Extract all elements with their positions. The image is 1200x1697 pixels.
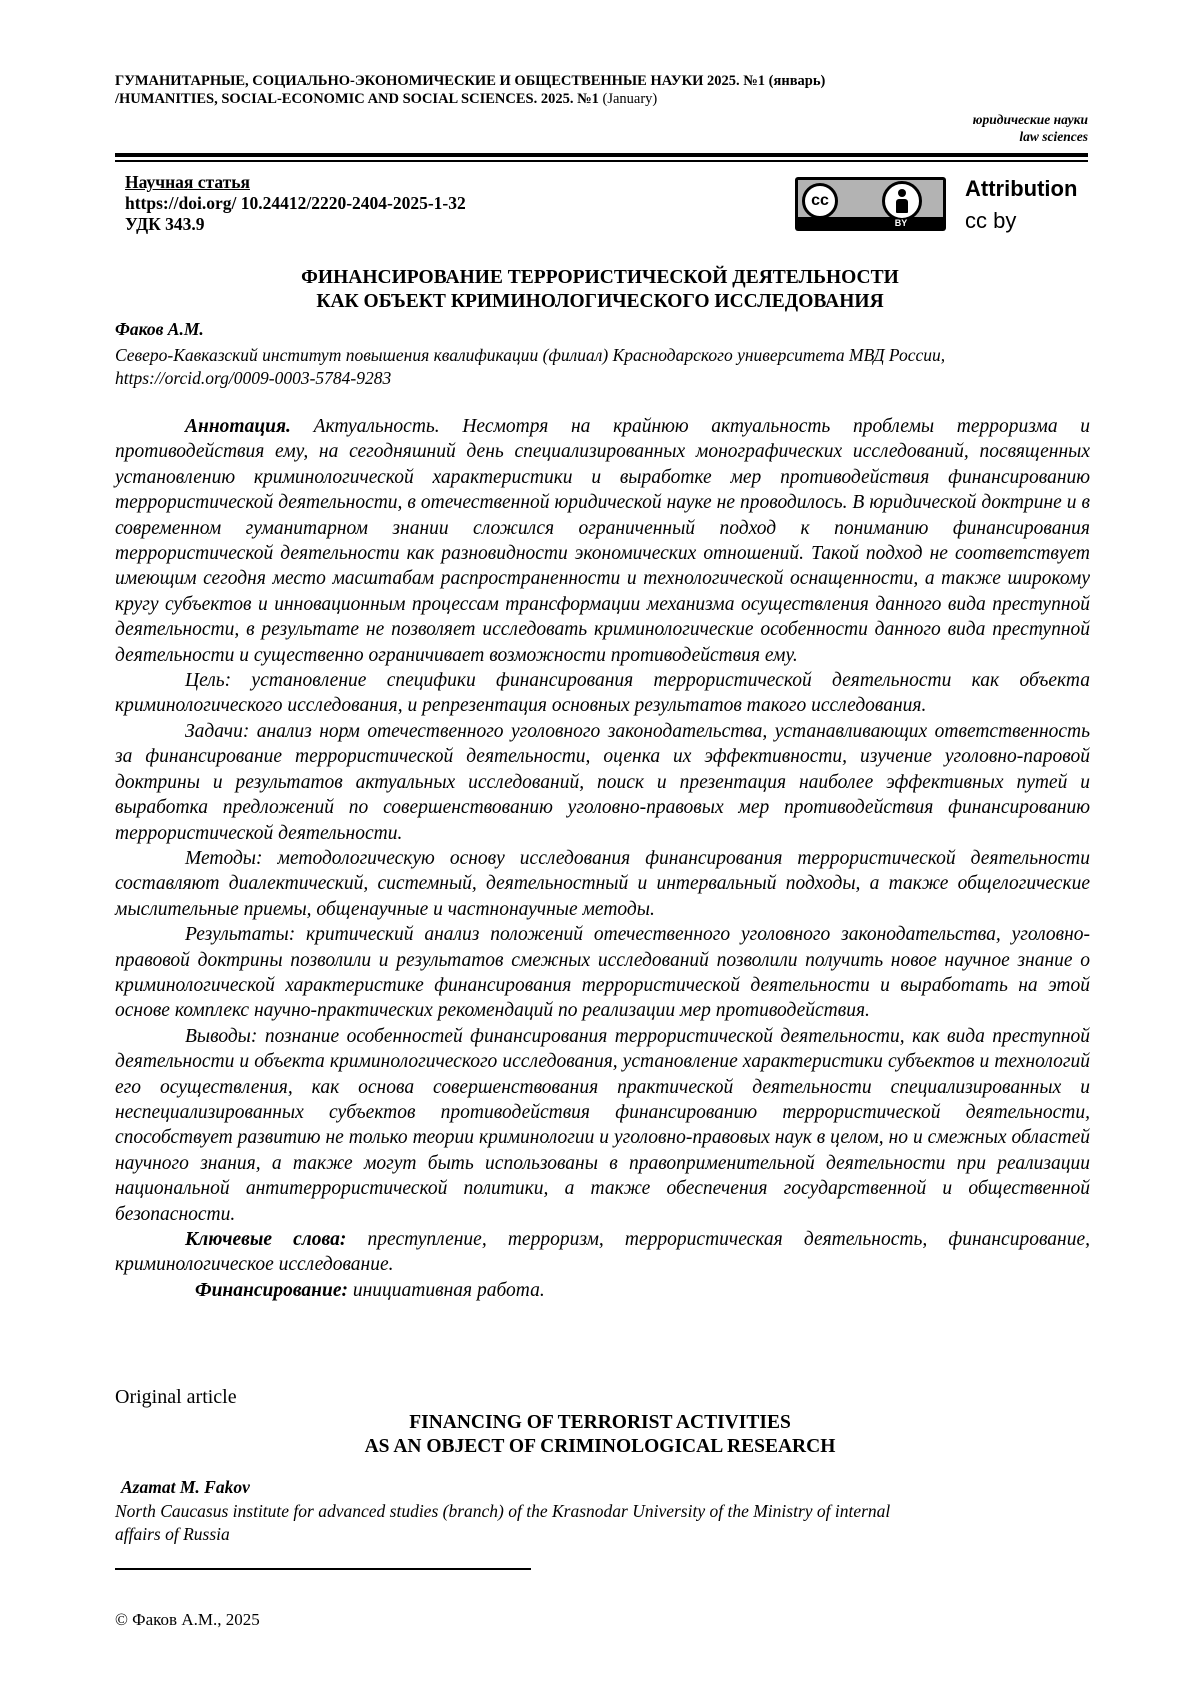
journal-header bbox=[115, 72, 825, 108]
author-name-ru: Факов А.М. bbox=[115, 319, 204, 339]
funding-text: инициативная работа. bbox=[347, 1279, 545, 1301]
license-text bbox=[965, 173, 1077, 237]
abstract-results: Результаты: критический анализ положений отечественного уголовного законодательства, уголовно-правовой доктрины позволили и результатов смежных исследований позволили получить новое научное знание о криминологической характеристике финансирования террористической деятельности и выработать на этой основе комплекс научно-практических рекомендаций по реализации мер противодействия. bbox=[115, 924, 1090, 1022]
journal-title-en-month: (January) bbox=[598, 91, 658, 107]
article-type-en: Original article bbox=[115, 1386, 237, 1408]
person-icon-body bbox=[896, 199, 908, 213]
abstract bbox=[115, 414, 1090, 1303]
ccby-label: cc by bbox=[965, 208, 1017, 233]
journal-title-ru: ГУМАНИТАРНЫЕ, СОЦИАЛЬНО-ЭКОНОМИЧЕСКИЕ И ОБЩЕСТВЕННЫЕ НАУКИ 2025. №1 (январь) bbox=[115, 73, 826, 89]
abstract-goal: Цель: установление специфики финансирования террористической деятельности как объекта криминологического исследования, и репрезентация основных результатов такого исследования. bbox=[115, 670, 1090, 717]
author-name-en: Azamat M. Fakov bbox=[121, 1477, 250, 1497]
by-label: BY bbox=[894, 218, 908, 228]
cc-by-badge bbox=[795, 177, 946, 231]
section-ru: юридические науки bbox=[972, 112, 1088, 127]
abstract-conclusions: Выводы: познание особенностей финансирования террористической деятельности, как вида преступной деятельности и объекта криминологического исследования, установление характеристики субъектов и технологий его осуществления, как основа совершенствования практической деятельности специализированных и неспециализированных субъектов противодействия финансированию террористической деятельности, способствует развитию не только теории криминологии и уголовно-правовых наук в целом, но и смежных областей научного знания, а также могут быть использованы в правоприменительной деятельности при реализации национальной антитеррористической политики, а также обеспечения государственной и общественной безопасности. bbox=[115, 1025, 1090, 1225]
attribution-label: Attribution bbox=[965, 176, 1078, 201]
abstract-relevance bbox=[115, 414, 1090, 668]
person-icon-head bbox=[898, 189, 906, 197]
abstract-label: Аннотация. bbox=[185, 416, 291, 437]
title-ru-line1: ФИНАНСИРОВАНИЕ ТЕРРОРИСТИЧЕСКОЙ ДЕЯТЕЛЬНОСТИ bbox=[301, 267, 899, 288]
section-en: law sciences bbox=[1019, 129, 1088, 144]
journal-title-en bbox=[115, 90, 825, 108]
author-affiliation-ru bbox=[115, 344, 1095, 390]
article-type: Научная статья bbox=[125, 172, 250, 192]
person-icon bbox=[882, 181, 922, 221]
keywords bbox=[115, 1227, 1090, 1278]
abstract-tasks: Задачи: анализ норм отечественного уголовного законодательства, устанавливающих ответственность за финансирование террористической деятельности, оценка их эффективности, изучение уголовно-паровой доктрины и результатов актуальных исследований, поиск и презентация наиболее эффективных путей и выработка предложений по совершенствованию уголовно-правовых мер противодействия финансированию террористической деятельности. bbox=[115, 720, 1090, 844]
abstract-methods: Методы: методологическую основу исследования финансирования террористической деятельности составляют диалектический, системный, деятельностный и интервальный подходы, а также общелогические мыслительные приемы, общенаучные и частнонаучные методы. bbox=[115, 847, 1090, 920]
udc-code: УДК 343.9 bbox=[125, 214, 205, 234]
journal-title-en-main: /HUMANITIES, SOCIAL-ECONOMIC AND SOCIAL SCIENCES. 2025. №1 bbox=[115, 91, 599, 107]
header-rule-thin bbox=[115, 160, 1088, 162]
header-rule-thick bbox=[115, 153, 1088, 157]
title-en-line2: AS AN OBJECT OF CRIMINOLOGICAL RESEARCH bbox=[364, 1436, 836, 1457]
article-title-en bbox=[0, 1411, 1200, 1459]
keywords-label: Ключевые слова: bbox=[185, 1229, 347, 1250]
doi-link[interactable]: https://doi.org/ 10.24412/2220-2404-2025-1-32 bbox=[125, 193, 466, 213]
keywords-text: преступление, терроризм, террористическая деятельность, финансирование, криминологическое исследование. bbox=[115, 1229, 1090, 1276]
orcid-link[interactable]: https://orcid.org/0009-0003-5784-9283 bbox=[115, 368, 392, 388]
article-title-ru bbox=[0, 266, 1200, 314]
funding-label: Финансирование: bbox=[195, 1279, 348, 1301]
footnote-rule bbox=[115, 1568, 531, 1570]
article-meta bbox=[125, 172, 466, 235]
copyright: © Факов А.М., 2025 bbox=[115, 1610, 260, 1629]
funding bbox=[115, 1278, 1090, 1303]
science-section bbox=[973, 111, 1088, 145]
title-en-line1: FINANCING OF TERRORIST ACTIVITIES bbox=[409, 1412, 791, 1433]
author-affiliation-en: North Caucasus institute for advanced studies (branch) of the Krasnodar University of the Ministry of internal affairs of Russia bbox=[115, 1501, 891, 1544]
affiliation-ru-text: Северо-Кавказский институт повышения квалификации (филиал) Краснодарского университета МВД России, bbox=[115, 345, 946, 365]
cc-icon: cc bbox=[802, 183, 838, 219]
abstract-relevance-text: Актуальность. Несмотря на крайнюю актуальность проблемы терроризма и противодействия ему, на сегодняшний день специализированных монографических исследований, посвященных установлению криминологической характеристики и выработке мер противодействия финансированию террористической деятельности, в отечественной юридической науке не проводилось. В юридической доктрине и в современном гуманитарном знании сложился ограниченный подход к пониманию финансирования террористической деятельности как разновидности экономических отношений. Такой подход не соответствует имеющим сегодня место масштабам распространенности и технологической оснащенности, а также широкому кругу субъектов и инновационным процессам трансформации механизма осуществления данного вида преступной деятельности, в результате не позволяет исследовать криминологические особенности данного вида преступной деятельности и существенно ограничивает возможности противодействия ему. bbox=[115, 416, 1090, 666]
title-ru-line2: КАК ОБЪЕКТ КРИМИНОЛОГИЧЕСКОГО ИССЛЕДОВАНИЯ bbox=[316, 291, 884, 312]
